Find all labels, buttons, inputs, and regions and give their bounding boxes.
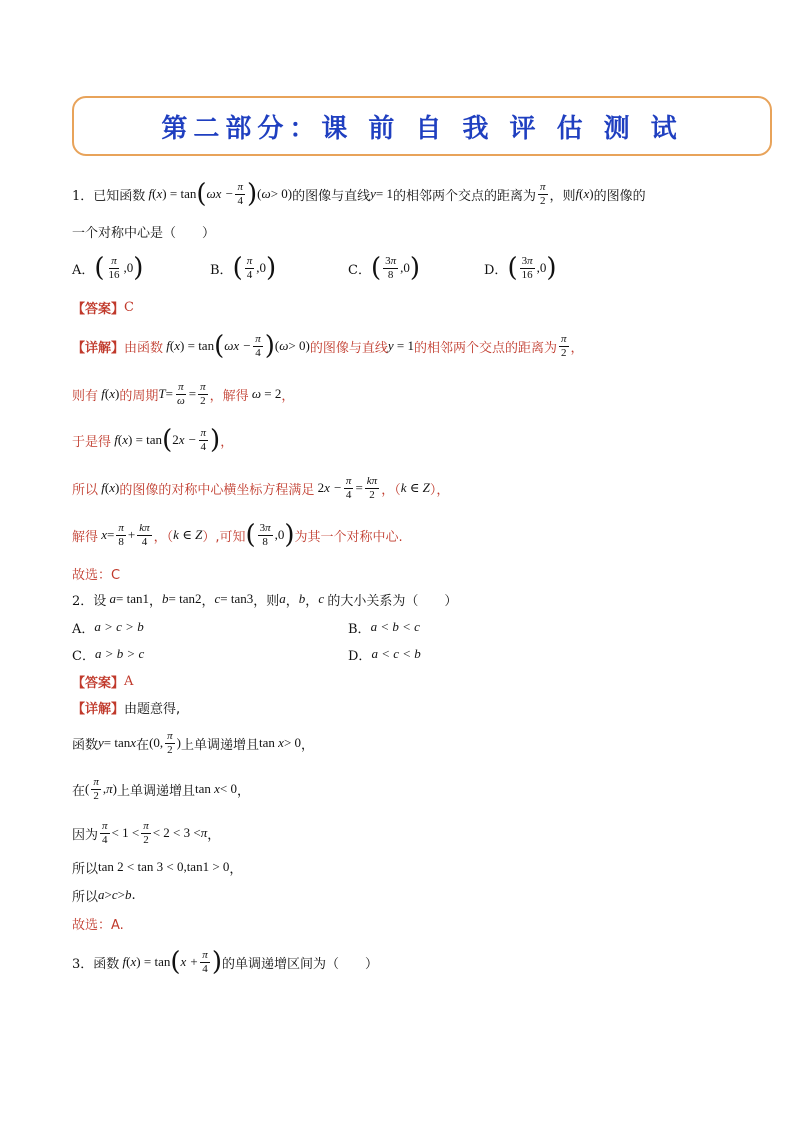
q2-option-b: B． a < b < c <box>348 619 420 637</box>
q2-option-d: D． a < c < b <box>348 646 421 664</box>
q2-detail-1: 【详解】 由题意得, <box>72 701 181 717</box>
q1-detail-3: 于是得 f ( x ) = tan ( 2 x − $\frac{\pi}{4}$ ) ， <box>72 425 234 455</box>
q1-detail-1: 【详解】 由函数 f ( x ) = tan ( ωx − $\frac{\pi}{4}$ ) ( ω > 0) 的图像与直线 y = 1 的相邻两个交点的距离为 $\frac{\pi}{2}$ ， <box>72 331 584 361</box>
q1-stem-line2: 一个对称中心是（ ） <box>72 225 216 241</box>
q2-detail-3: 在 ( $\frac{\pi}{2}$ , π ) 上单调递增且 tan x < 0 ， <box>72 775 251 802</box>
q2-option-c: C． a > b > c <box>72 646 145 664</box>
q2-stem: 2． 设 a = tan1 ， b = tan2 ， c = tan3 ，则 a ， b ， c 的大小关系为（ ） <box>72 591 458 609</box>
q2-detail-2: 函数 y = tan x 在 (0, $\frac{\pi}{2}$ ) 上单调递增且 tan x > 0 ， <box>72 729 315 756</box>
section-title: 第二部分：课 前 自 我 评 估 测 试 <box>161 113 683 144</box>
q2-option-a: A． a > c > b <box>72 619 144 637</box>
q2-detail-6: 所以 a > c > b . <box>72 887 136 905</box>
q1-detail-4: 所以 f ( x ) 的图像的对称中心横坐标方程满足 2 x − $\frac{\pi}{4}$ = $\frac{k\pi}{2}$ ，（ k ∈ Z ）， <box>72 474 450 501</box>
q1-stem-line1: 1． 已知函数 f ( x ) = tan ( ωx − $\frac{\pi}{4}$ ) ( ω > 0) 的图像与直线 y = 1 的相邻两个交点的距离为 $\frac{\pi}{2}$ ，则 f ( x ) 的图像的 <box>72 179 646 209</box>
q1-option-c: C． ( $\frac{3\pi}{8}$ ,0 ) <box>348 253 421 283</box>
q1-detail-5: 解得 x = $\frac{\pi}{8}$ + $\frac{k\pi}{4}$ ，（ k ∈ Z ）,可知 ( $\frac{3\pi}{8}$ ,0 ) 为其一个对称中心. <box>72 520 403 550</box>
q2-detail-5: 所以 tan 2 < tan 3 < 0,tan1 > 0 ， <box>72 859 243 877</box>
q1-option-a: A． ( $\frac{\pi}{16}$ ,0 ) <box>72 253 144 283</box>
q2-conclusion: 故选：A. <box>72 917 124 933</box>
section-title-box <box>72 96 772 156</box>
q2-detail-4: 因为 $\frac{\pi}{4}$ < 1 < $\frac{\pi}{2}$ < 2 < 3 < π ， <box>72 819 221 846</box>
q1-answer: 【答案】 C <box>72 299 134 317</box>
q1-detail-2: 则有 f ( x ) 的周期 T = $\frac{\pi}{\omega}$ = $\frac{\pi}{2}$ ，解得 ω = 2 ， <box>72 380 295 407</box>
q2-answer: 【答案】 A <box>72 673 134 691</box>
q3-stem: 3． 函数 f ( x ) = tan ( x + $\frac{\pi}{4}$ ) 的单调递增区间为（ ） <box>72 947 378 977</box>
q1-option-d: D． ( $\frac{3\pi}{16}$ ,0 ) <box>484 253 557 283</box>
q1-option-b: B． ( $\frac{\pi}{4}$ ,0 ) <box>210 253 277 283</box>
q1-conclusion: 故选：C <box>72 567 121 583</box>
